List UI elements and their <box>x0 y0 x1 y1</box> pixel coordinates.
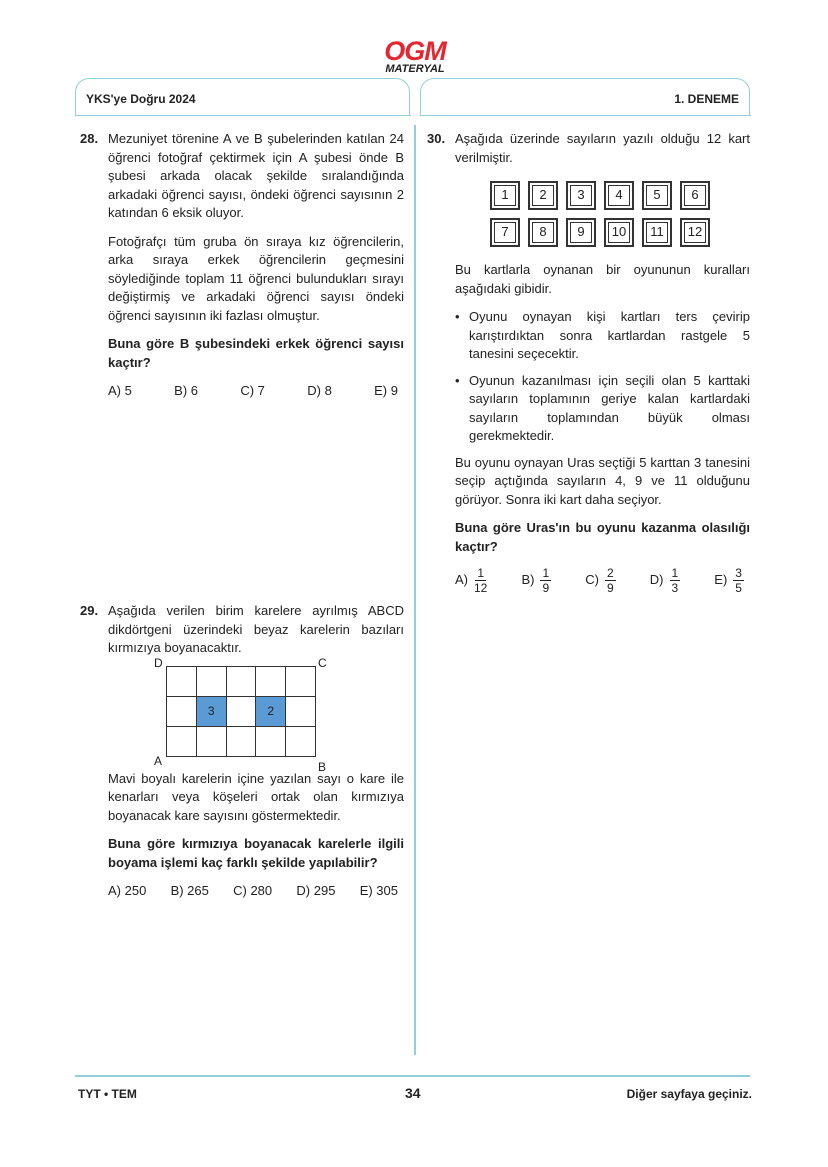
question-text: Aşağıda üzerinde sayıların yazılı olduğu 12 kart verilmiştir. <box>455 131 750 165</box>
footer-left: TYT • TEM <box>78 1087 137 1101</box>
question-number: 29. <box>80 603 99 618</box>
option-label: E) <box>714 571 728 587</box>
denominator: 9 <box>542 581 550 595</box>
card: 1 <box>490 181 520 210</box>
unit-square-grid <box>166 666 316 757</box>
option-d[interactable] <box>650 566 680 595</box>
question-prompt: Buna göre B şubesindeki erkek öğrenci sayısı kaçtır? <box>108 336 404 370</box>
card: 10 <box>604 218 634 247</box>
logo-main: OGM <box>384 36 446 66</box>
fraction <box>733 566 744 595</box>
grid-cell <box>286 696 316 726</box>
option-label: C) <box>585 571 599 587</box>
numerator: 1 <box>477 566 485 580</box>
grid-cell <box>226 696 256 726</box>
answer-options <box>455 566 750 595</box>
option-a[interactable]: A) 5 <box>108 383 132 398</box>
grid-cell <box>286 726 316 756</box>
fraction <box>605 566 616 595</box>
question-number: 28. <box>80 131 99 146</box>
card: 2 <box>528 181 558 210</box>
numerator: 2 <box>606 566 614 580</box>
option-d[interactable]: D) 8 <box>307 383 332 398</box>
grid-cell <box>167 726 197 756</box>
grid-cell <box>196 666 226 696</box>
answer-options <box>108 382 404 401</box>
footer-divider <box>75 1075 750 1077</box>
grid-cell <box>286 666 316 696</box>
header-left-box <box>75 78 410 116</box>
logo-sub: MATERYAL <box>385 63 445 75</box>
option-e[interactable] <box>714 566 744 595</box>
option-label: A) <box>455 571 468 587</box>
rules-list <box>455 308 750 446</box>
question-text: Bu oyunu oynayan Uras seçtiği 5 karttan 3 tanesini seçip açtığında sayıların 4, 9 ve 11 olduğunu görüyor. Sonra iki kart daha seçiyor. <box>455 454 750 507</box>
card: 8 <box>528 218 558 247</box>
corner-d: D <box>154 655 163 670</box>
grid-cell <box>256 666 286 696</box>
question-number: 30. <box>427 131 446 146</box>
rule-item: • Oyunu oynayan kişi kartları ters çevirip karıştırdıktan sonra kartlardan rastgele 5 tanesini seçecektir. <box>455 308 750 364</box>
card: 11 <box>642 218 672 247</box>
numerator: 1 <box>542 566 550 580</box>
option-label: D) <box>649 571 664 587</box>
question-text: Fotoğrafçı tüm gruba ön sıraya kız öğrencilerin, arka sıraya erkek öğrencilerin geçmesini söylediğinde toplam 11 öğrenci bulundukları sırayı değiştirmiş ve arkadaki öğrenci sayısı öndeki öğrenci sayısının iki fazlası olmuştur. <box>108 233 404 323</box>
option-b[interactable]: B) 6 <box>174 383 199 398</box>
answer-options <box>108 882 404 901</box>
option-b[interactable]: B) 265 <box>170 883 209 898</box>
blue-cell: 2 <box>256 696 286 726</box>
blue-cell: 3 <box>196 696 226 726</box>
grid-cell <box>226 726 256 756</box>
footer-right: Diğer sayfaya geçiniz. <box>626 1087 752 1101</box>
abcd-grid-figure <box>154 655 327 774</box>
denominator: 9 <box>606 581 614 595</box>
denominator: 5 <box>735 581 742 595</box>
card: 6 <box>680 181 710 210</box>
question-30 <box>427 130 750 595</box>
option-b[interactable] <box>521 566 551 595</box>
numerator: 3 <box>735 566 742 580</box>
option-c[interactable] <box>585 566 615 595</box>
page-number: 34 <box>405 1085 421 1101</box>
question-prompt: Buna göre Uras'ın bu oyunu kazanma olasılığı kaçtır? <box>455 520 750 554</box>
column-divider <box>414 125 416 1055</box>
corner-c: C <box>318 655 327 670</box>
numerator: 1 <box>671 566 679 580</box>
option-e[interactable]: E) 9 <box>374 383 398 398</box>
option-label: B) <box>521 571 535 587</box>
question-29 <box>80 602 404 901</box>
corner-a: A <box>154 753 163 768</box>
fraction <box>474 566 487 595</box>
denominator: 3 <box>671 581 679 595</box>
option-e[interactable]: E) 305 <box>359 883 398 898</box>
question-28 <box>80 130 404 401</box>
question-text: Mezuniyet törenine A ve B şubelerinden katılan 24 öğrenci fotoğraf çektirmek için A şubesi önde B şubesi arkada olacak şekilde sıralandığında arkadaki öğrenci sayısı, öndeki öğrenci sayısının 2 katından 6 eksik oluyor. <box>108 131 404 220</box>
question-text: Aşağıda verilen birim karelere ayrılmış ABCD dikdörtgeni üzerindeki beyaz karelerin bazıları kırmızıya boyanacaktır. <box>108 603 404 655</box>
option-a[interactable] <box>455 566 487 595</box>
card: 3 <box>566 181 596 210</box>
grid-cell <box>167 696 197 726</box>
card: 5 <box>642 181 672 210</box>
fraction <box>670 566 681 595</box>
denominator: 12 <box>474 581 488 595</box>
question-text: Mavi boyalı karelerin içine yazılan sayı o kare ile kenarları veya köşeleri ortak olan kırmızıya boyanacak kare sayısını göstermektedir. <box>108 770 404 823</box>
card: 12 <box>680 218 710 247</box>
header-right-title: 1. DENEME <box>674 92 739 106</box>
header-left-title: YKS'ye Doğru 2024 <box>86 92 196 106</box>
question-prompt: Buna göre kırmızıya boyanacak karelerle ilgili boyama işlemi kaç farklı şekilde yapılabilir? <box>108 836 404 870</box>
option-c[interactable]: C) 280 <box>233 883 273 898</box>
card: 9 <box>566 218 596 247</box>
rule-item: • Oyunun kazanılması için seçili olan 5 karttaki sayıların toplamının geriye kalan kartlardaki sayıların toplamından büyük olması gerekmektedir. <box>455 372 750 446</box>
ogm-logo <box>378 38 452 75</box>
card: 7 <box>490 218 520 247</box>
question-text: Bu kartlarla oynanan bir oyununun kuralları aşağıdaki gibidir. <box>455 262 750 296</box>
corner-b: B <box>318 759 327 774</box>
option-d[interactable]: D) 295 <box>296 883 336 898</box>
option-a[interactable]: A) 250 <box>108 883 147 898</box>
card: 4 <box>604 181 634 210</box>
header-right-box <box>420 78 750 116</box>
fraction <box>540 566 551 595</box>
grid-cell <box>256 726 286 756</box>
grid-cell <box>167 666 197 696</box>
option-c[interactable]: C) 7 <box>240 383 265 398</box>
grid-cell <box>196 726 226 756</box>
number-cards <box>490 181 750 247</box>
grid-cell <box>226 666 256 696</box>
